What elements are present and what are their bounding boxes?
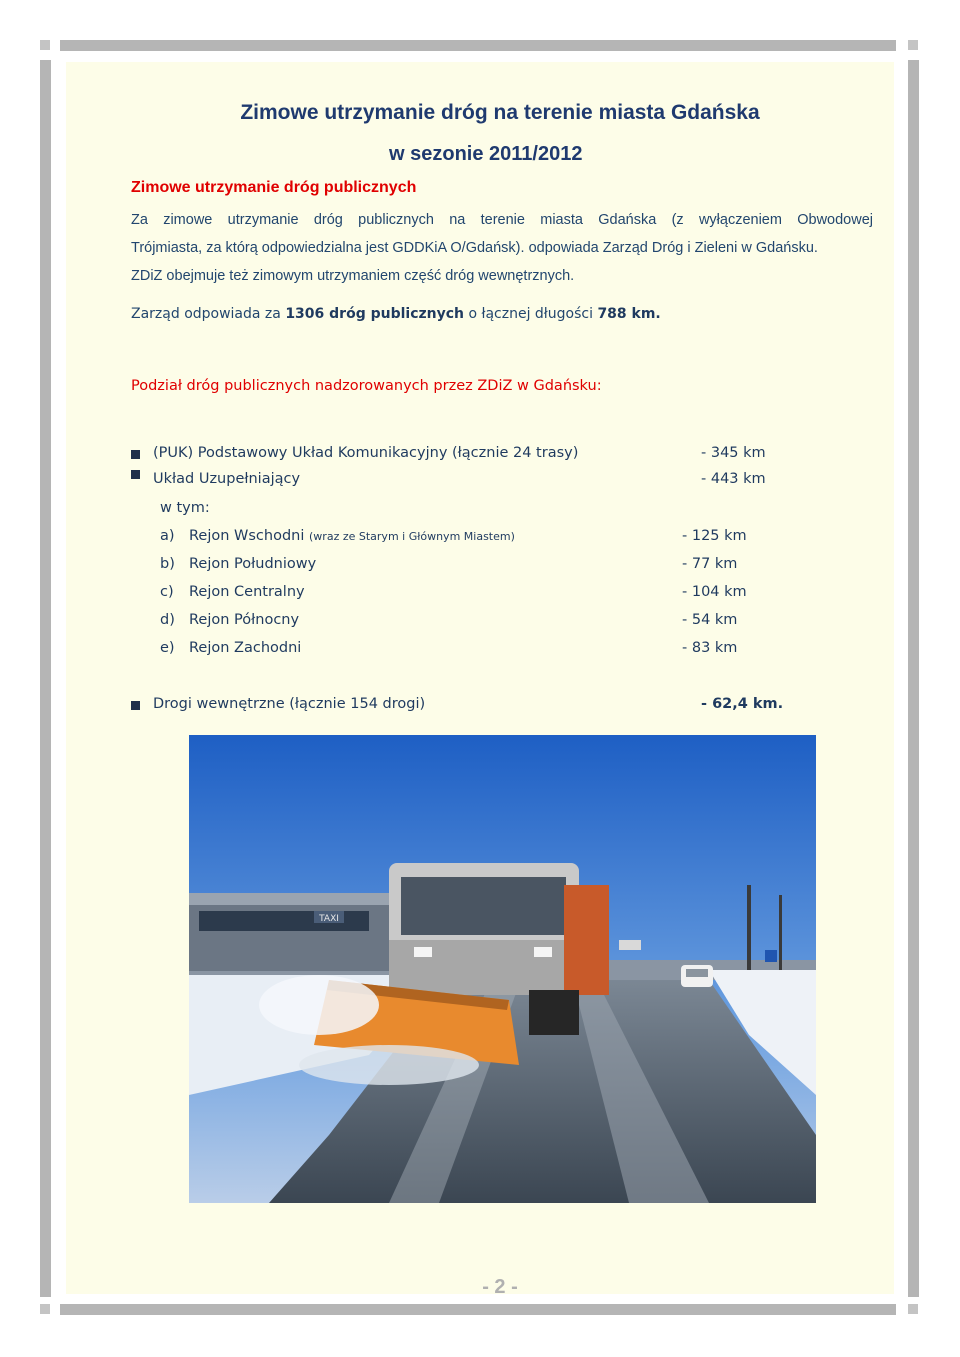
intro-line-3: ZDiZ obejmuje też zimowym utrzymaniem część dróg wewnętrznych. [131, 268, 575, 284]
document-subtitle: w sezonie 2011/2012 [389, 143, 583, 165]
item-value: - 443 km [701, 471, 766, 487]
frame-left-bar [40, 60, 51, 1297]
summary-total-length: 788 km. [597, 306, 661, 322]
region-letter: a) [160, 528, 175, 544]
item-value: - 62,4 km. [701, 696, 784, 712]
frame-corner-br [908, 1304, 918, 1314]
region-value: - 125 km [682, 528, 747, 544]
square-bullet-icon [131, 470, 140, 479]
frame-top-bar [60, 40, 896, 51]
frame-right-bar [908, 60, 919, 1297]
intro-line-1: Za zimowe utrzymanie dróg publicznych na terenie miasta Gdańska (z wyłączeniem Obwodowej [131, 212, 873, 228]
division-heading: Podział dróg publicznych nadzorowanych przez ZDiZ w Gdańsku: [131, 378, 602, 394]
region-value: - 104 km [682, 584, 747, 600]
region-name: Rejon Północny [189, 612, 300, 628]
snow-plough-image [189, 735, 816, 1203]
frame-corner-bl [40, 1304, 50, 1314]
region-name: Rejon Zachodni [189, 640, 302, 656]
region-name: Rejon Południowy [189, 556, 317, 572]
region-name: Rejon Centralny [189, 584, 305, 600]
summary-middle: o łącznej długości [464, 306, 598, 322]
region-note: (wraz ze Starym i Głównym Miastem) [309, 530, 515, 543]
square-bullet-icon [131, 450, 140, 459]
item-label: Drogi wewnętrzne (łącznie 154 drogi) [153, 696, 426, 712]
summary-paragraph [131, 300, 873, 328]
taxi-sign: TAXI [319, 914, 339, 924]
intro-line-2: Trójmiasta, za którą odpowiedzialna jest GDDKiA O/Gdańsk). odpowiada Zarząd Dróg i Zieleni w Gdańsku. [131, 240, 818, 256]
frame-corner-tr [908, 40, 918, 50]
region-value: - 77 km [682, 556, 738, 572]
region-name: Rejon Wschodni [189, 528, 305, 544]
region-row [131, 612, 811, 634]
snow-plough-photo [189, 735, 816, 1203]
region-row [131, 528, 811, 550]
list-item [131, 471, 811, 493]
item-label: Układ Uzupełniający [153, 471, 301, 487]
region-letter: d) [160, 612, 175, 628]
summary-roads-count: 1306 dróg publicznych [285, 306, 465, 322]
region-value: - 54 km [682, 612, 738, 628]
item-label: (PUK) Podstawowy Układ Komunikacyjny (łącznie 24 trasy) [153, 445, 579, 461]
region-row [131, 556, 811, 578]
region-letter: e) [160, 640, 175, 656]
list-item [131, 445, 811, 467]
summary-prefix: Zarząd odpowiada za [131, 306, 286, 322]
page-number: - 2 - [482, 1276, 518, 1298]
item-value: - 345 km [701, 445, 766, 461]
square-bullet-icon [131, 701, 140, 710]
region-value: - 83 km [682, 640, 738, 656]
region-letter: c) [160, 584, 174, 600]
intro-paragraph [131, 206, 873, 290]
document-title: Zimowe utrzymanie dróg na terenie miasta Gdańska [240, 101, 760, 124]
frame-corner-tl [40, 40, 50, 50]
section-heading: Zimowe utrzymanie dróg publicznych [131, 179, 417, 196]
frame-bottom-bar [60, 1304, 896, 1315]
region-row [131, 640, 811, 662]
region-row [131, 584, 811, 606]
region-letter: b) [160, 556, 175, 572]
list-item [131, 696, 811, 718]
